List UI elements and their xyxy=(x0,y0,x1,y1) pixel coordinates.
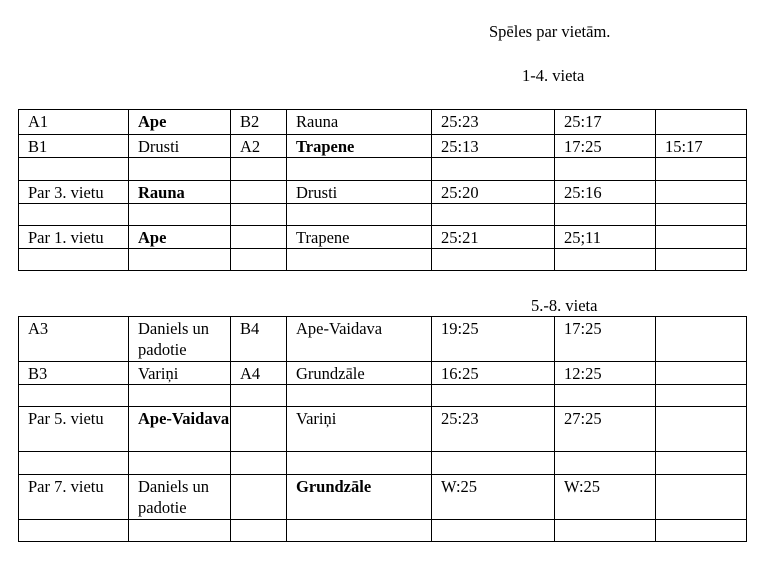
table-row xyxy=(19,362,747,385)
table-cell: 25:16 xyxy=(555,181,656,204)
table-cell xyxy=(129,158,231,181)
table-row xyxy=(19,158,747,181)
table-cell xyxy=(129,452,231,475)
table-row xyxy=(19,520,747,542)
table-row xyxy=(19,452,747,475)
table-cell: 25:21 xyxy=(432,226,555,249)
table-cell: 25:13 xyxy=(432,135,555,158)
table-cell: Par 5. vietu xyxy=(19,407,129,452)
table-row xyxy=(19,249,747,271)
table-cell: 15:17 xyxy=(656,135,747,158)
table-cell: 12:25 xyxy=(555,362,656,385)
section-heading-5-8: 5.-8. vieta xyxy=(531,296,598,315)
table-cell xyxy=(656,226,747,249)
table-cell xyxy=(656,452,747,475)
table-cell xyxy=(656,110,747,135)
table-cell: A3 xyxy=(19,317,129,362)
table-cell xyxy=(656,181,747,204)
table-cell: B2 xyxy=(231,110,287,135)
table-cell xyxy=(19,520,129,542)
section-heading-1-4: 1-4. vieta xyxy=(522,66,585,85)
table-cell xyxy=(656,158,747,181)
table-cell: Grundzāle xyxy=(287,362,432,385)
results-table-1-4 xyxy=(18,109,747,271)
table-cell xyxy=(656,362,747,385)
table-cell xyxy=(656,520,747,542)
table-cell xyxy=(231,385,287,407)
table-cell: Drusti xyxy=(287,181,432,204)
table-cell xyxy=(231,452,287,475)
table-cell xyxy=(129,204,231,226)
table-cell: 25;11 xyxy=(555,226,656,249)
table-cell: 19:25 xyxy=(432,317,555,362)
table-cell xyxy=(231,407,287,452)
table-cell xyxy=(19,204,129,226)
table-cell: W:25 xyxy=(555,475,656,520)
table-cell: Par 7. vietu xyxy=(19,475,129,520)
table-cell: Drusti xyxy=(129,135,231,158)
table-cell: 17:25 xyxy=(555,135,656,158)
table-cell xyxy=(19,385,129,407)
table-cell xyxy=(432,204,555,226)
table-cell: B4 xyxy=(231,317,287,362)
table-cell xyxy=(19,158,129,181)
table-cell xyxy=(432,249,555,271)
table-cell xyxy=(432,385,555,407)
table-cell xyxy=(231,158,287,181)
table-row xyxy=(19,407,747,452)
table-cell xyxy=(656,317,747,362)
table-cell xyxy=(555,520,656,542)
table-row xyxy=(19,110,747,135)
table-cell xyxy=(231,226,287,249)
table-cell: 25:23 xyxy=(432,110,555,135)
table-cell: Rauna xyxy=(129,181,231,204)
table-row xyxy=(19,385,747,407)
table-cell xyxy=(432,520,555,542)
table-cell: Ape xyxy=(129,226,231,249)
table-cell: Variņi xyxy=(129,362,231,385)
table-cell: 25:17 xyxy=(555,110,656,135)
table-cell xyxy=(555,158,656,181)
table-cell: 17:25 xyxy=(555,317,656,362)
table-cell xyxy=(656,385,747,407)
table-cell: 27:25 xyxy=(555,407,656,452)
table-row xyxy=(19,226,747,249)
table-cell xyxy=(231,520,287,542)
table-cell: Rauna xyxy=(287,110,432,135)
table-cell xyxy=(555,452,656,475)
table-cell xyxy=(432,452,555,475)
table-cell: Ape xyxy=(129,110,231,135)
table-row xyxy=(19,204,747,226)
table-cell xyxy=(231,475,287,520)
table-cell: W:25 xyxy=(432,475,555,520)
table-cell xyxy=(129,385,231,407)
table-cell: 25:20 xyxy=(432,181,555,204)
table-cell: Daniels un padotie xyxy=(129,317,231,362)
page-title: Spēles par vietām. xyxy=(489,22,611,41)
table-cell: A1 xyxy=(19,110,129,135)
table-cell: Variņi xyxy=(287,407,432,452)
table-cell xyxy=(555,204,656,226)
table-cell: Par 3. vietu xyxy=(19,181,129,204)
table-cell: 25:23 xyxy=(432,407,555,452)
table-cell: Ape-Vaidava xyxy=(287,317,432,362)
table-cell xyxy=(432,158,555,181)
table-cell xyxy=(129,520,231,542)
table-cell: Daniels un padotie xyxy=(129,475,231,520)
table-cell xyxy=(287,520,432,542)
table-cell xyxy=(129,249,231,271)
table-cell xyxy=(231,181,287,204)
table-cell: A4 xyxy=(231,362,287,385)
table-row xyxy=(19,181,747,204)
table-cell xyxy=(287,452,432,475)
table-cell: Trapene xyxy=(287,135,432,158)
table-cell: Ape-Vaidava xyxy=(129,407,231,452)
table-cell: Grundzāle xyxy=(287,475,432,520)
results-table-5-8 xyxy=(18,316,747,542)
table-cell: Par 1. vietu xyxy=(19,226,129,249)
table-cell xyxy=(287,158,432,181)
table-cell: B3 xyxy=(19,362,129,385)
table-row xyxy=(19,317,747,362)
table-cell xyxy=(656,249,747,271)
table-cell: 16:25 xyxy=(432,362,555,385)
table-row xyxy=(19,475,747,520)
table-cell xyxy=(19,249,129,271)
table-cell xyxy=(555,249,656,271)
table-cell xyxy=(656,407,747,452)
table-row xyxy=(19,135,747,158)
table-cell xyxy=(287,204,432,226)
table-cell xyxy=(656,204,747,226)
table-cell xyxy=(656,475,747,520)
table-cell: B1 xyxy=(19,135,129,158)
table-cell xyxy=(287,385,432,407)
table-cell xyxy=(231,249,287,271)
table-cell xyxy=(287,249,432,271)
table-cell: A2 xyxy=(231,135,287,158)
table-cell xyxy=(231,204,287,226)
table-cell xyxy=(555,385,656,407)
table-cell xyxy=(19,452,129,475)
table-cell: Trapene xyxy=(287,226,432,249)
